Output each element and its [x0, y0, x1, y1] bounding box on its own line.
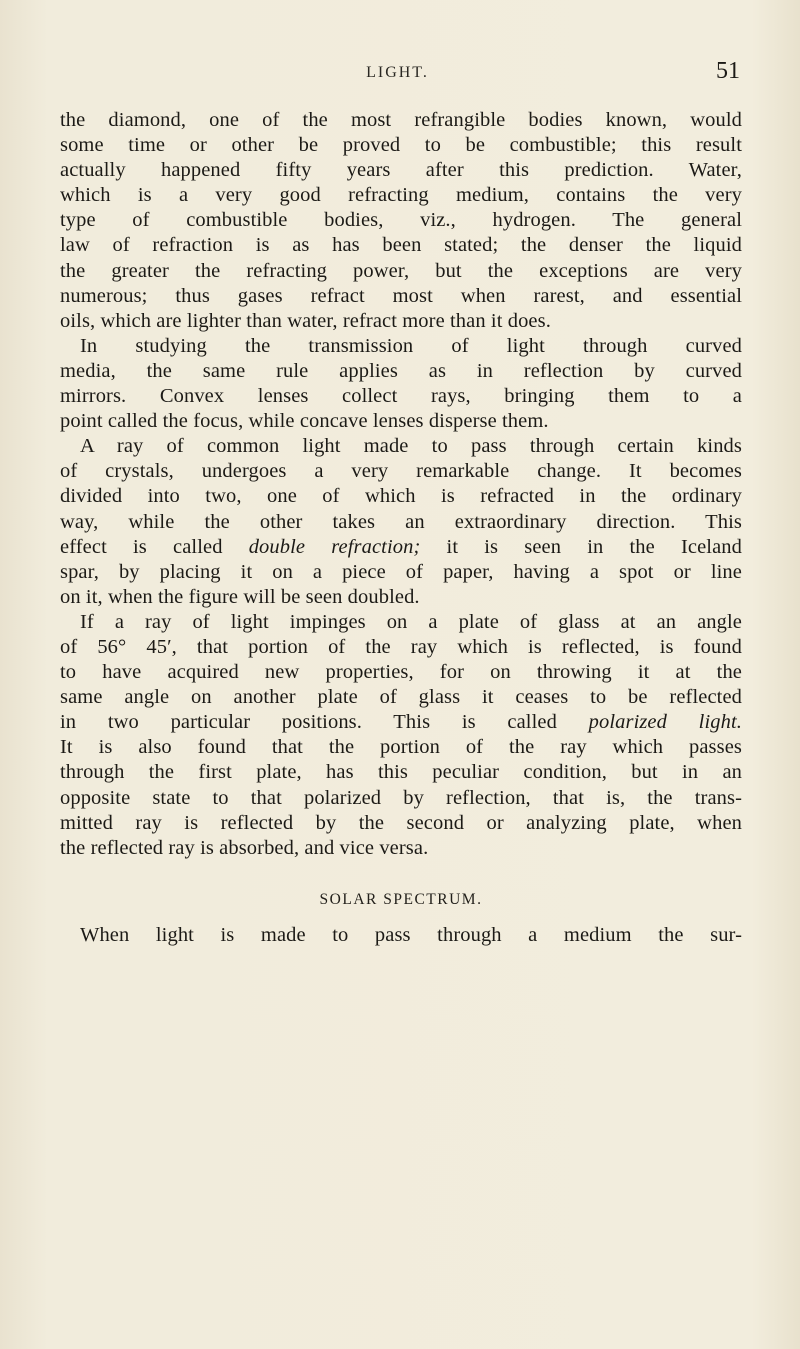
text-line: If a ray of light impinges on a plate of glass at an angle: [80, 610, 742, 633]
text-line: to have acquired new properties, for on throwing it at the: [60, 661, 742, 684]
text-run: effect is called: [60, 535, 249, 558]
text-line: oils, which are lighter than water, refract more than it does.: [60, 309, 551, 332]
section-heading: SOLAR SPECTRUM.: [319, 890, 483, 908]
text-line: opposite state to that polarized by reflection, that is, the trans-: [60, 786, 742, 809]
page-header: [55, 58, 740, 98]
page-number: 51: [716, 58, 740, 84]
paragraph-1: [60, 108, 742, 334]
text-line: the greater the refracting power, but the exceptions are very: [60, 259, 742, 282]
text-line: When light is made to pass through a medium the sur-: [80, 923, 742, 946]
running-head: LIGHT.: [366, 64, 429, 81]
text-line: divided into two, one of which is refracted in the ordinary: [60, 485, 742, 508]
text-line: same angle on another plate of glass it ceases to be reflected: [60, 686, 742, 709]
text-line: type of combustible bodies, viz., hydrogen. The general: [60, 209, 742, 232]
text-run: it is seen in the Iceland: [420, 535, 742, 558]
text-line: media, the same rule applies as in reflection by curved: [60, 359, 742, 382]
text-line: A ray of common light made to pass through certain kinds: [80, 435, 742, 458]
text-line: some time or other be proved to be combustible; this result: [60, 134, 742, 157]
text-line: mitted ray is reflected by the second or analyzing plate, when: [60, 811, 742, 834]
text-line: on it, when the figure will be seen doubled.: [60, 585, 420, 608]
italic-term-double-refraction: double refraction;: [248, 535, 421, 558]
text-line: which is a very good refracting medium, contains the very: [60, 184, 742, 207]
text-run: in two particular positions. This is called: [60, 711, 589, 734]
text-line: the diamond, one of the most refrangible bodies known, would: [60, 109, 742, 131]
text-line: point called the focus, while concave lenses disperse them.: [60, 410, 549, 433]
text-line: mirrors. Convex lenses collect rays, bringing them to a: [60, 385, 742, 408]
text-line: It is also found that the portion of the ray which passes: [60, 736, 742, 759]
text-line: of crystals, undergoes a very remarkable change. It becomes: [60, 460, 742, 483]
text-line: of 56° 45′, that portion of the ray which is reflected, is found: [60, 635, 742, 658]
text-line: spar, by placing it on a piece of paper, having a spot or line: [60, 560, 742, 583]
text-line: through the first plate, has this peculiar condition, but in an: [60, 761, 742, 784]
italic-term-polarized-light: polarized light.: [588, 711, 742, 734]
text-line-with-italic: [60, 710, 742, 735]
text-line-with-italic: [60, 535, 742, 560]
text-line: numerous; thus gases refract most when rarest, and essential: [60, 284, 742, 307]
paragraph-3: [60, 434, 742, 610]
text-line: the reflected ray is absorbed, and vice versa.: [60, 836, 429, 859]
text-line: In studying the transmission of light through curved: [80, 334, 742, 357]
paragraph-4: [60, 610, 742, 861]
paragraph-2: [60, 334, 742, 434]
text-line: actually happened fifty years after this prediction. Water,: [60, 159, 742, 182]
body-text: [60, 108, 742, 948]
text-line: law of refraction is as has been stated; the denser the liquid: [60, 234, 742, 257]
text-line: way, while the other takes an extraordinary direction. This: [60, 510, 742, 533]
